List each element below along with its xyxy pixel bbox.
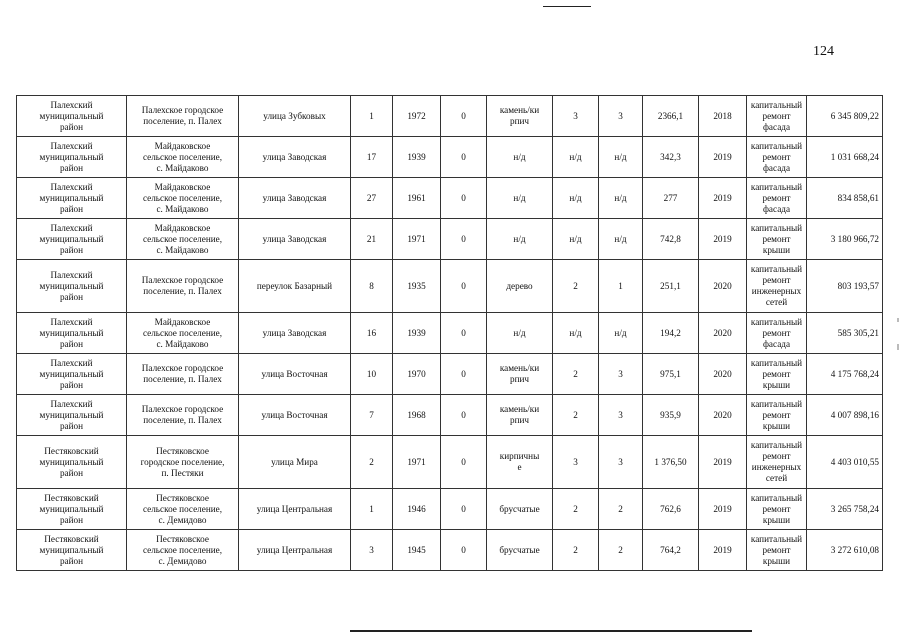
page-number: 124 (813, 44, 834, 59)
cell-plan-year: 2020 (699, 260, 747, 313)
scan-margin-mark (897, 318, 899, 322)
cell-entrances: 1 (599, 260, 643, 313)
cell-entrances: 2 (599, 489, 643, 530)
cell-year-built: 1946 (393, 489, 441, 530)
cell-settlement: Палехское городское поселение, п. Палех (127, 96, 239, 137)
cell-cost: 4 175 768,24 (807, 354, 883, 395)
cell-year-built: 1970 (393, 354, 441, 395)
cell-district: Пестяковский муниципальный район (17, 530, 127, 571)
cell-floors: 3 (553, 96, 599, 137)
cell-house-number: 7 (351, 395, 393, 436)
cell-area: 342,3 (643, 137, 699, 178)
cell-cost: 3 265 758,24 (807, 489, 883, 530)
cell-year-built: 1939 (393, 137, 441, 178)
cell-zero: 0 (441, 313, 487, 354)
cell-district: Палехский муниципальный район (17, 260, 127, 313)
cell-area: 277 (643, 178, 699, 219)
cell-plan-year: 2020 (699, 313, 747, 354)
cell-cost: 3 180 966,72 (807, 219, 883, 260)
cell-work-type: капитальный ремонт инженерных сетей (747, 260, 807, 313)
cell-cost: 3 272 610,08 (807, 530, 883, 571)
cell-floors: 2 (553, 530, 599, 571)
cell-district: Палехский муниципальный район (17, 313, 127, 354)
cell-year-built: 1939 (393, 313, 441, 354)
cell-settlement: Майдаковское сельское поселение, с. Майдаково (127, 178, 239, 219)
cell-entrances: 3 (599, 436, 643, 489)
table-row (17, 313, 883, 354)
table-row (17, 260, 883, 313)
table-row (17, 395, 883, 436)
cell-house-number: 17 (351, 137, 393, 178)
cell-work-type: капитальный ремонт крыши (747, 219, 807, 260)
cell-settlement: Майдаковское сельское поселение, с. Майдаково (127, 219, 239, 260)
cell-area: 1 376,50 (643, 436, 699, 489)
cell-settlement: Майдаковское сельское поселение, с. Майдаково (127, 313, 239, 354)
cell-work-type: капитальный ремонт крыши (747, 395, 807, 436)
cell-entrances: н/д (599, 178, 643, 219)
cell-cost: 4 403 010,55 (807, 436, 883, 489)
cell-plan-year: 2020 (699, 354, 747, 395)
cell-entrances: н/д (599, 137, 643, 178)
cell-wall-material: дерево (487, 260, 553, 313)
cell-floors: н/д (553, 137, 599, 178)
cell-area: 194,2 (643, 313, 699, 354)
cell-street: переулок Базарный (239, 260, 351, 313)
cell-settlement: Палехское городское поселение, п. Палех (127, 395, 239, 436)
cell-zero: 0 (441, 219, 487, 260)
cell-house-number: 21 (351, 219, 393, 260)
cell-entrances: 2 (599, 530, 643, 571)
cell-settlement: Палехское городское поселение, п. Палех (127, 354, 239, 395)
cell-zero: 0 (441, 530, 487, 571)
cell-entrances: 3 (599, 354, 643, 395)
top-rule (543, 6, 591, 7)
cell-street: улица Центральная (239, 530, 351, 571)
cell-area: 762,6 (643, 489, 699, 530)
cell-entrances: н/д (599, 219, 643, 260)
cell-year-built: 1971 (393, 219, 441, 260)
cell-street: улица Восточная (239, 354, 351, 395)
cell-wall-material: брусчатые (487, 489, 553, 530)
cell-work-type: капитальный ремонт фасада (747, 137, 807, 178)
cell-area: 742,8 (643, 219, 699, 260)
cell-house-number: 8 (351, 260, 393, 313)
bottom-rule (350, 630, 752, 632)
cell-area: 935,9 (643, 395, 699, 436)
cell-work-type: капитальный ремонт фасада (747, 313, 807, 354)
cell-settlement: Пестяковское городское поселение, п. Пестяки (127, 436, 239, 489)
cell-street: улица Восточная (239, 395, 351, 436)
cell-plan-year: 2019 (699, 489, 747, 530)
cell-work-type: капитальный ремонт крыши (747, 489, 807, 530)
cell-work-type: капитальный ремонт фасада (747, 178, 807, 219)
table-row (17, 354, 883, 395)
cell-work-type: капитальный ремонт фасада (747, 96, 807, 137)
cell-zero: 0 (441, 178, 487, 219)
cell-wall-material: камень/ки рпич (487, 354, 553, 395)
cell-area: 2366,1 (643, 96, 699, 137)
cell-street: улица Заводская (239, 313, 351, 354)
table-row (17, 530, 883, 571)
cell-street: улица Мира (239, 436, 351, 489)
cell-house-number: 10 (351, 354, 393, 395)
cell-year-built: 1935 (393, 260, 441, 313)
cell-cost: 6 345 809,22 (807, 96, 883, 137)
cell-wall-material: брусчатые (487, 530, 553, 571)
cell-plan-year: 2018 (699, 96, 747, 137)
cell-settlement: Палехское городское поселение, п. Палех (127, 260, 239, 313)
cell-year-built: 1945 (393, 530, 441, 571)
cell-cost: 585 305,21 (807, 313, 883, 354)
cell-plan-year: 2019 (699, 530, 747, 571)
cell-floors: 2 (553, 395, 599, 436)
cell-zero: 0 (441, 137, 487, 178)
cell-zero: 0 (441, 354, 487, 395)
table-row (17, 178, 883, 219)
cell-year-built: 1961 (393, 178, 441, 219)
cell-work-type: капитальный ремонт инженерных сетей (747, 436, 807, 489)
cell-district: Палехский муниципальный район (17, 178, 127, 219)
cell-street: улица Центральная (239, 489, 351, 530)
cell-street: улица Зубковых (239, 96, 351, 137)
table-row (17, 489, 883, 530)
scan-margin-mark (897, 344, 899, 350)
cell-street: улица Заводская (239, 219, 351, 260)
housing-repair-table (16, 95, 883, 571)
cell-zero: 0 (441, 436, 487, 489)
cell-street: улица Заводская (239, 178, 351, 219)
cell-settlement: Пестяковское сельское поселение, с. Демидово (127, 489, 239, 530)
cell-house-number: 2 (351, 436, 393, 489)
cell-floors: 2 (553, 260, 599, 313)
cell-floors: н/д (553, 313, 599, 354)
cell-house-number: 1 (351, 489, 393, 530)
cell-zero: 0 (441, 489, 487, 530)
cell-wall-material: н/д (487, 313, 553, 354)
cell-floors: н/д (553, 219, 599, 260)
cell-house-number: 27 (351, 178, 393, 219)
cell-plan-year: 2019 (699, 219, 747, 260)
cell-settlement: Пестяковское сельское поселение, с. Демидово (127, 530, 239, 571)
cell-wall-material: кирпичны е (487, 436, 553, 489)
cell-district: Палехский муниципальный район (17, 137, 127, 178)
cell-floors: 2 (553, 354, 599, 395)
cell-area: 975,1 (643, 354, 699, 395)
cell-wall-material: н/д (487, 178, 553, 219)
cell-zero: 0 (441, 260, 487, 313)
cell-work-type: капитальный ремонт крыши (747, 354, 807, 395)
cell-house-number: 3 (351, 530, 393, 571)
cell-floors: н/д (553, 178, 599, 219)
cell-district: Палехский муниципальный район (17, 395, 127, 436)
cell-work-type: капитальный ремонт крыши (747, 530, 807, 571)
cell-plan-year: 2019 (699, 436, 747, 489)
cell-area: 251,1 (643, 260, 699, 313)
cell-district: Пестяковский муниципальный район (17, 489, 127, 530)
cell-entrances: н/д (599, 313, 643, 354)
cell-district: Палехский муниципальный район (17, 354, 127, 395)
cell-floors: 2 (553, 489, 599, 530)
cell-entrances: 3 (599, 395, 643, 436)
cell-house-number: 16 (351, 313, 393, 354)
cell-settlement: Майдаковское сельское поселение, с. Майдаково (127, 137, 239, 178)
cell-plan-year: 2019 (699, 178, 747, 219)
cell-area: 764,2 (643, 530, 699, 571)
cell-year-built: 1971 (393, 436, 441, 489)
cell-district: Палехский муниципальный район (17, 219, 127, 260)
table-row (17, 219, 883, 260)
cell-wall-material: н/д (487, 219, 553, 260)
cell-plan-year: 2020 (699, 395, 747, 436)
cell-district: Пестяковский муниципальный район (17, 436, 127, 489)
table-row (17, 436, 883, 489)
cell-wall-material: камень/ки рпич (487, 96, 553, 137)
cell-entrances: 3 (599, 96, 643, 137)
cell-cost: 4 007 898,16 (807, 395, 883, 436)
cell-year-built: 1968 (393, 395, 441, 436)
cell-zero: 0 (441, 395, 487, 436)
cell-wall-material: н/д (487, 137, 553, 178)
table-row (17, 96, 883, 137)
cell-plan-year: 2019 (699, 137, 747, 178)
cell-zero: 0 (441, 96, 487, 137)
table-row (17, 137, 883, 178)
cell-cost: 834 858,61 (807, 178, 883, 219)
cell-house-number: 1 (351, 96, 393, 137)
cell-floors: 3 (553, 436, 599, 489)
cell-cost: 1 031 668,24 (807, 137, 883, 178)
cell-year-built: 1972 (393, 96, 441, 137)
cell-cost: 803 193,57 (807, 260, 883, 313)
cell-wall-material: камень/ки рпич (487, 395, 553, 436)
cell-district: Палехский муниципальный район (17, 96, 127, 137)
cell-street: улица Заводская (239, 137, 351, 178)
